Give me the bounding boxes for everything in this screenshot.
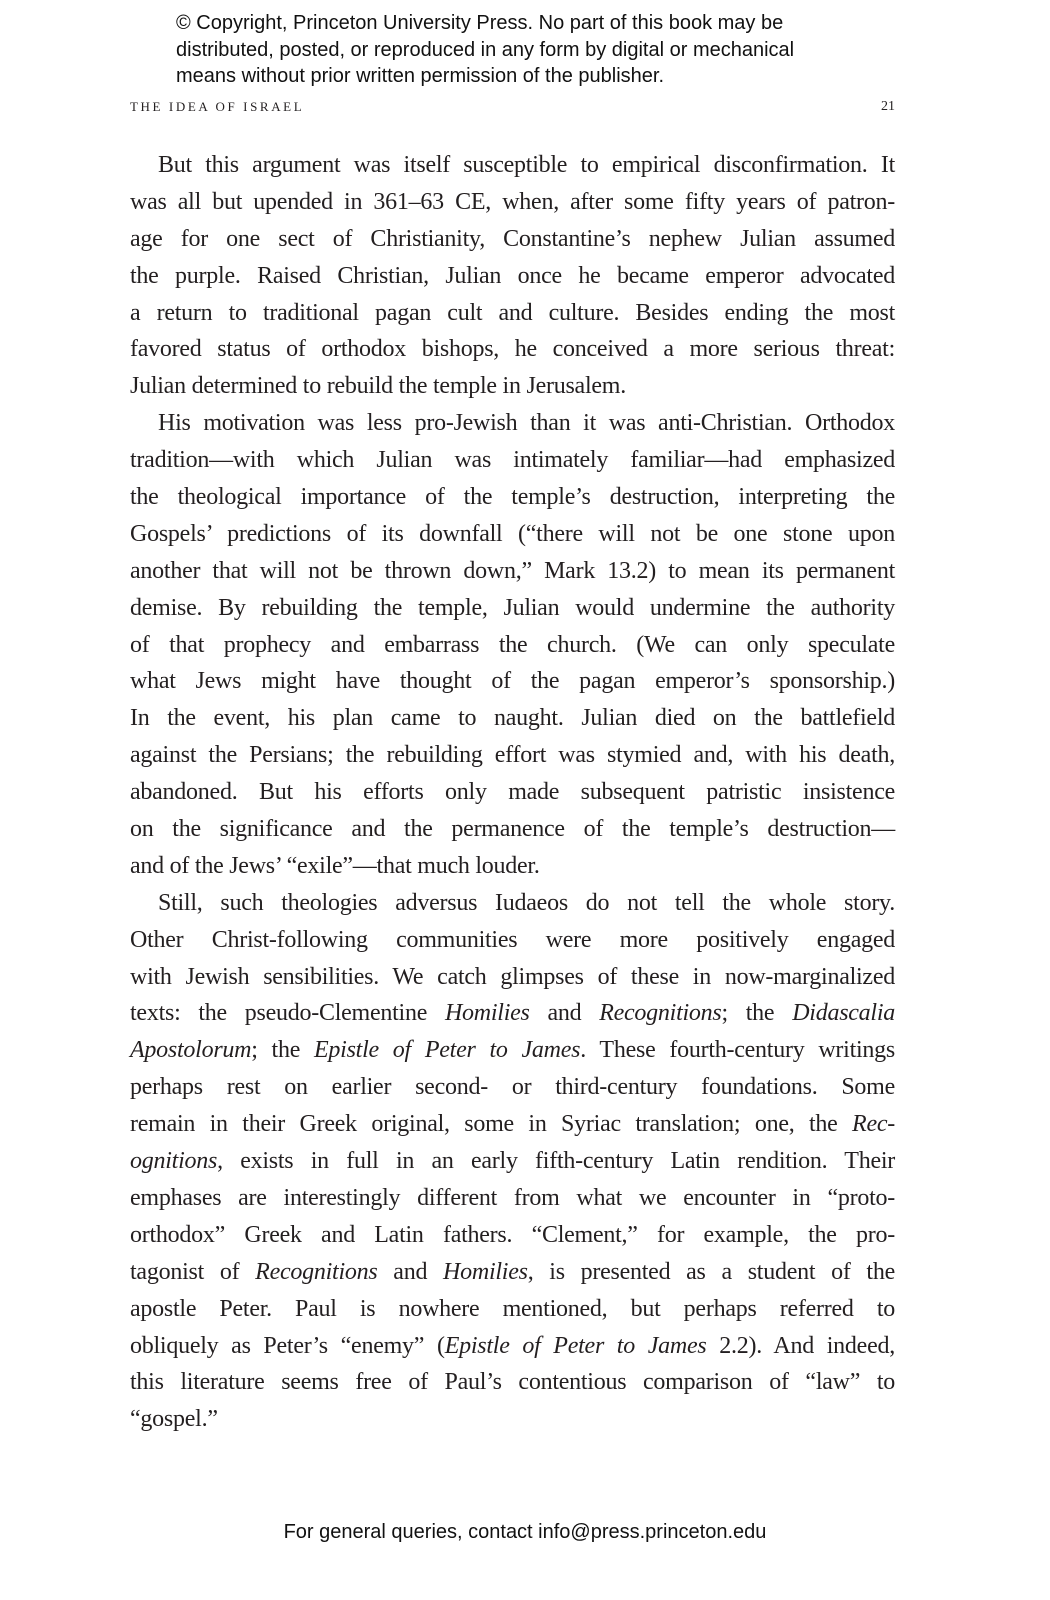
text-segment: , is presented as a student of the xyxy=(527,1258,895,1285)
text-segment: and xyxy=(529,1000,600,1027)
text-segment: Other Christ-following communities were more positively engaged xyxy=(130,926,895,953)
text-line xyxy=(130,184,895,221)
italic-title: Apostolorum xyxy=(130,1037,252,1064)
paragraph xyxy=(130,885,895,1438)
text-line xyxy=(130,147,895,184)
page-number: 21 xyxy=(881,99,895,114)
text-line xyxy=(130,553,895,590)
text-line xyxy=(130,1401,895,1438)
text-segment: 2.2). And indeed, xyxy=(706,1332,895,1359)
text-line xyxy=(130,295,895,332)
text-segment: favored status of orthodox bishops, he conceived a more serious threat: xyxy=(130,336,895,363)
text-line xyxy=(130,737,895,774)
copyright-line: means without prior written permission of the publisher. xyxy=(176,65,665,87)
text-segment: But this argument was itself susceptible to empirical disconfirmation. It xyxy=(158,152,895,178)
text-segment: of that prophecy and embarrass the church. (We can only speculate xyxy=(130,631,895,658)
text-line xyxy=(130,1364,895,1401)
text-segment: obliquely as Peter’s “enemy” ( xyxy=(130,1332,445,1359)
paragraph xyxy=(130,405,895,885)
italic-title: Epistle of Peter to James xyxy=(444,1332,707,1359)
text-segment: demise. By rebuilding the temple, Julian would undermine the authority xyxy=(130,594,895,621)
italic-title: Homilies xyxy=(443,1258,528,1285)
text-line xyxy=(130,1069,895,1106)
text-segment: . These fourth-century writings xyxy=(580,1037,895,1064)
text-line xyxy=(130,959,895,996)
text-line xyxy=(130,995,895,1032)
text-segment: , exists in full in an early fifth-century Latin rendition. Their xyxy=(217,1148,895,1175)
text-segment: with Jewish sensibilities. We catch glimpses of these in now-marginalized xyxy=(130,963,895,990)
text-line xyxy=(130,1032,895,1069)
text-segment: remain in their Greek original, some in Syriac translation; one, the xyxy=(130,1111,853,1138)
text-line xyxy=(130,885,895,922)
text-segment: and xyxy=(377,1258,444,1285)
text-segment: this literature seems free of Paul’s contentious comparison of “law” to xyxy=(130,1369,895,1396)
text-segment: on the significance and the permanence of the temple’s destruction— xyxy=(130,816,895,843)
text-line xyxy=(130,1217,895,1254)
text-segment: Julian determined to rebuild the temple in Jerusalem. xyxy=(130,373,626,400)
text-line xyxy=(130,516,895,553)
text-line xyxy=(130,442,895,479)
italic-title: Homilies xyxy=(444,1000,530,1027)
text-segment: age for one sect of Christianity, Constantine’s nephew Julian assumed xyxy=(130,225,895,252)
text-segment: texts: the pseudo-Clementine xyxy=(130,1000,445,1027)
text-line xyxy=(130,848,895,885)
text-line xyxy=(130,331,895,368)
text-segment: orthodox” Greek and Latin fathers. “Clement,” for example, the pro- xyxy=(130,1221,895,1248)
text-segment: what Jews might have thought of the pagan emperor’s sponsorship.) xyxy=(130,668,895,695)
text-line xyxy=(130,1106,895,1143)
italic-title: Didascalia xyxy=(792,1000,896,1027)
italic-title: Epistle of Peter to James xyxy=(314,1037,581,1064)
text-segment: abandoned. But his efforts only made subsequent patristic insistence xyxy=(130,779,895,806)
text-segment: a return to traditional pagan cult and culture. Besides ending the most xyxy=(130,299,895,326)
copyright-notice xyxy=(176,10,794,90)
text-line xyxy=(130,405,895,442)
italic-title: Recognitions xyxy=(599,1000,722,1027)
text-segment: another that will not be thrown down,” Mark 13.2) to mean its permanent xyxy=(130,557,895,584)
text-line xyxy=(130,922,895,959)
text-line xyxy=(130,663,895,700)
text-segment: ; the xyxy=(721,1000,793,1027)
text-segment: In the event, his plan came to naught. Julian died on the battlefield xyxy=(130,705,895,732)
copyright-line: distributed, posted, or reproduced in any form by digital or mechanical xyxy=(176,38,795,61)
text-line xyxy=(130,627,895,664)
text-segment: the theological importance of the temple’s destruction, interpreting the xyxy=(130,484,895,511)
text-line xyxy=(130,1254,895,1291)
text-line xyxy=(130,479,895,516)
paragraph xyxy=(130,147,895,405)
text-line xyxy=(130,1291,895,1328)
text-segment: perhaps rest on earlier second- or third-century foundations. Some xyxy=(130,1074,895,1101)
text-line xyxy=(130,221,895,258)
text-segment: against the Persians; the rebuilding effort was stymied and, with his death, xyxy=(130,742,895,769)
text-segment: was all but upended in 361–63 CE, when, after some fifty years of patron- xyxy=(130,188,895,215)
text-line xyxy=(130,1143,895,1180)
text-segment: Gospels’ predictions of its downfall (“there will not be one stone upon xyxy=(130,520,895,547)
text-line xyxy=(130,368,895,405)
text-segment: apostle Peter. Paul is nowhere mentioned, but perhaps referred to xyxy=(130,1295,895,1322)
italic-title: ognitions xyxy=(130,1148,218,1175)
italic-title: Recognitions xyxy=(255,1258,378,1285)
running-head xyxy=(130,99,895,115)
text-segment: ; the xyxy=(251,1037,315,1064)
text-segment: tagonist of xyxy=(130,1258,256,1285)
italic-title: Rec- xyxy=(852,1111,895,1138)
text-segment: emphases are interestingly different from what we encounter in “proto- xyxy=(130,1184,895,1211)
running-head-title: THE IDEA OF ISRAEL xyxy=(130,99,305,114)
text-line xyxy=(130,811,895,848)
text-segment: Still, such theologies adversus Iudaeos do not tell the whole story. xyxy=(158,889,895,916)
text-line xyxy=(130,774,895,811)
footer-contact: For general queries, contact info@press.princeton.edu xyxy=(283,1521,767,1543)
copyright-line: © Copyright, Princeton University Press. No part of this book may be xyxy=(176,12,784,34)
text-segment: tradition—with which Julian was intimately familiar—had emphasized xyxy=(130,447,895,474)
text-segment: “gospel.” xyxy=(130,1406,218,1433)
text-line xyxy=(130,1328,895,1365)
text-segment: His motivation was less pro-Jewish than it was anti-Christian. Orthodox xyxy=(158,410,895,437)
text-segment: and of the Jews’ “exile”—that much louder. xyxy=(130,852,540,879)
text-segment: the purple. Raised Christian, Julian once he became emperor advocated xyxy=(130,262,895,289)
text-line xyxy=(130,1180,895,1217)
text-line xyxy=(130,258,895,295)
body-text xyxy=(130,147,895,1438)
text-line xyxy=(130,590,895,627)
text-line xyxy=(130,700,895,737)
